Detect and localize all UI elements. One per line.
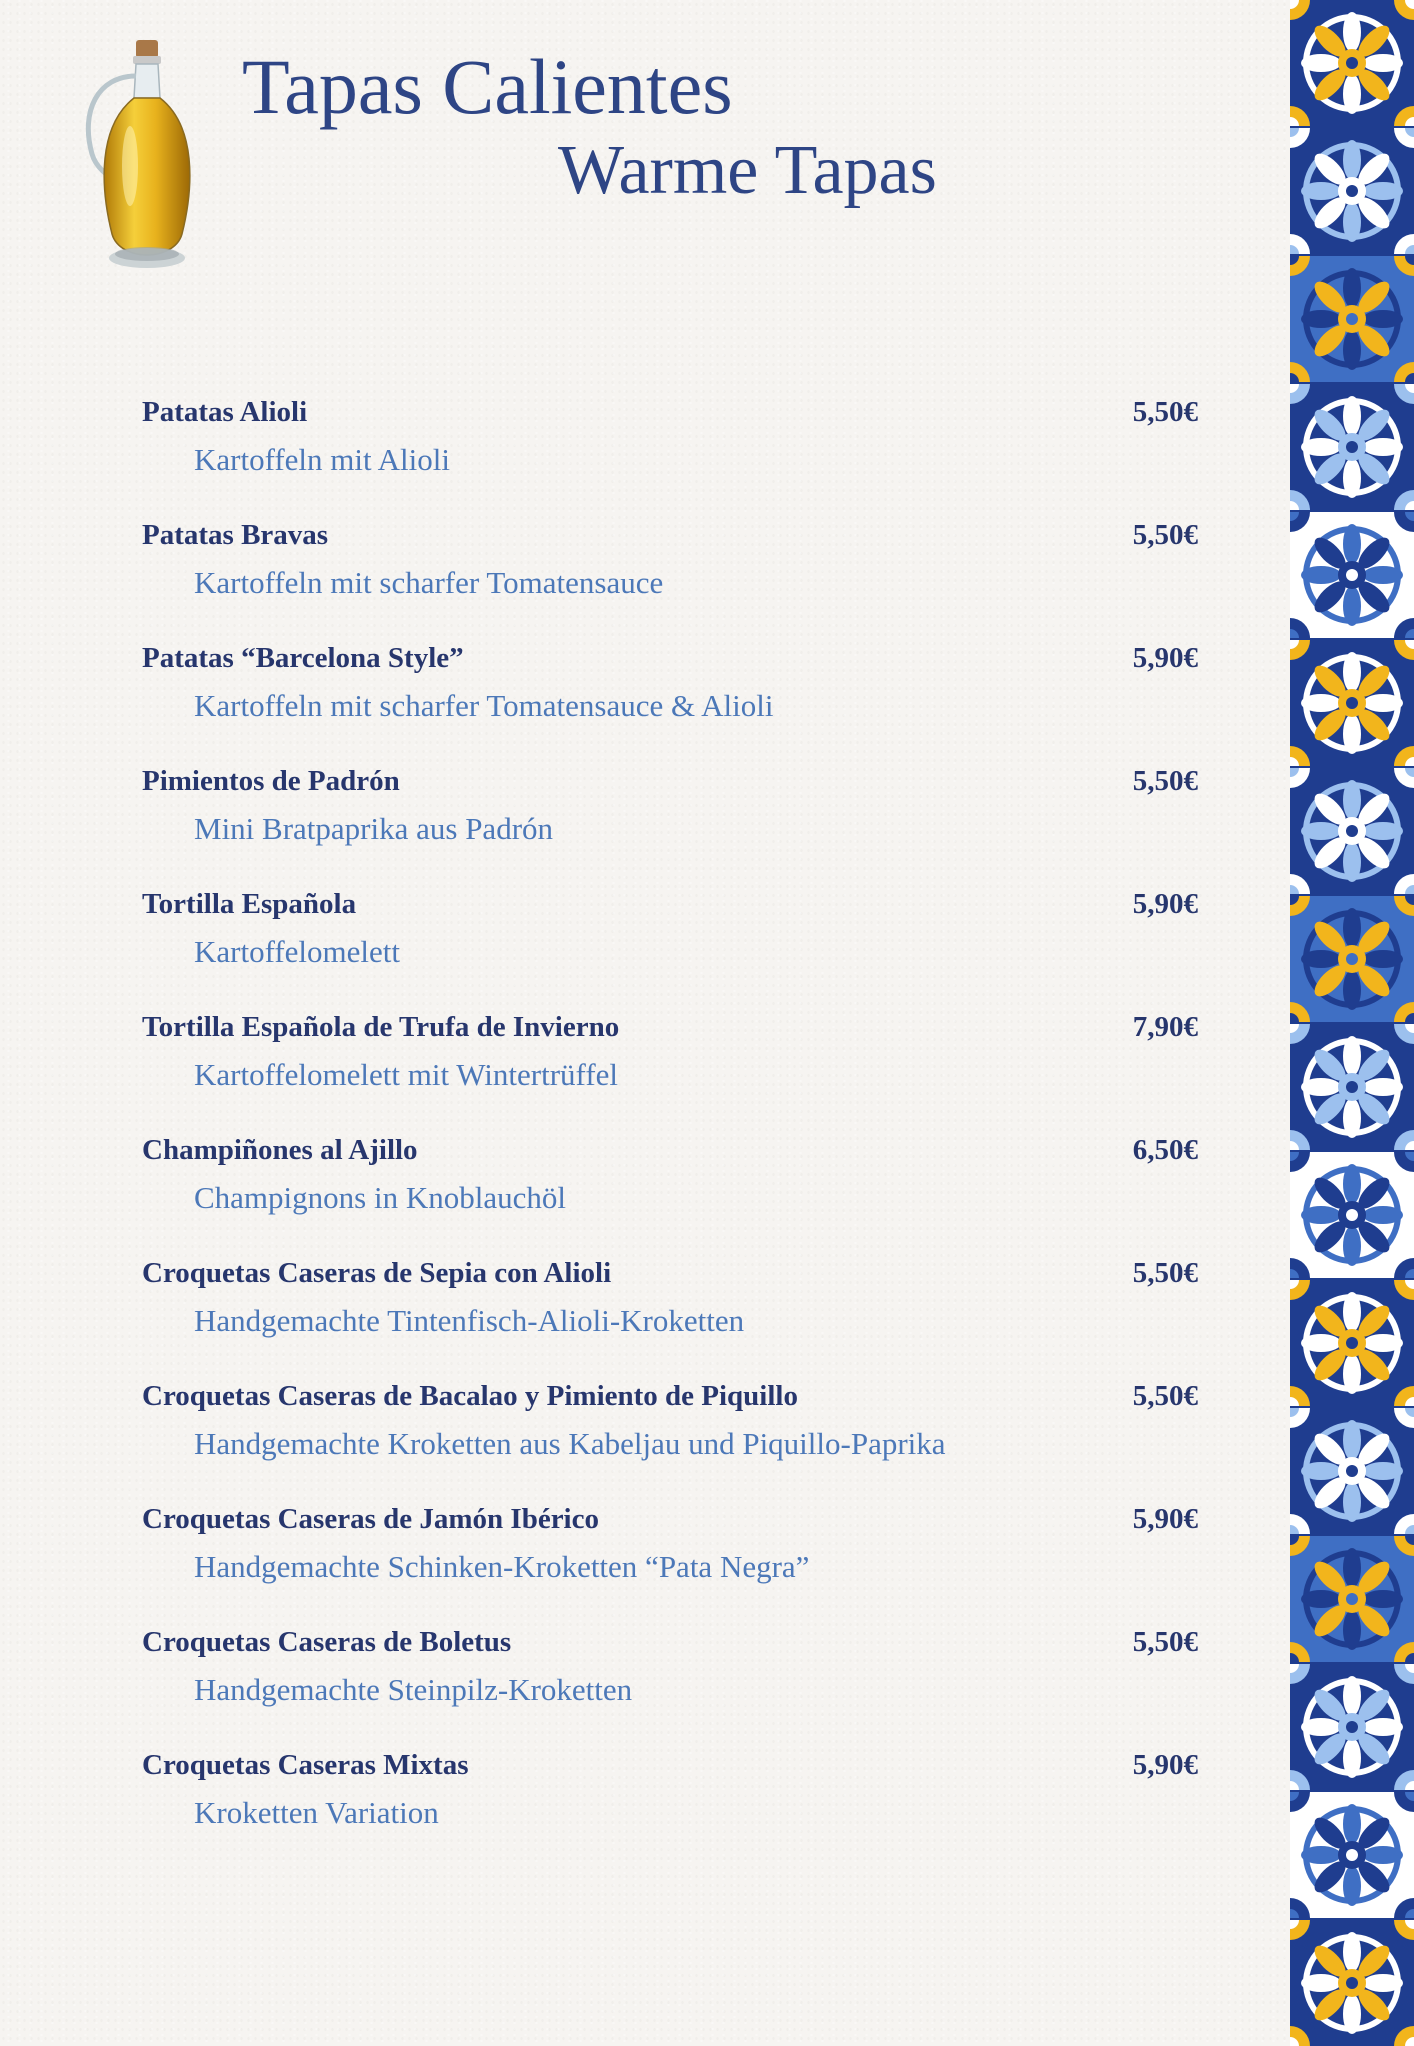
menu-item-description: Kartoffelomelett [194,934,401,969]
azulejo-tile [1290,1280,1414,1406]
menu-item-description: Mini Bratpaprika aus Padrón [194,811,554,846]
menu-item [142,392,1198,515]
azulejo-tile [1290,1792,1414,1918]
menu-item-price: 5,50€ [1132,1257,1198,1289]
menu-item-description: Handgemachte Schinken-Kroketten “Pata Negra” [194,1549,810,1584]
menu-item [142,761,1198,884]
azulejo-tile [1290,1536,1414,1662]
menu-item-description: Kroketten Variation [194,1795,439,1830]
azulejo-tile [1290,256,1414,382]
menu-item [142,1499,1198,1622]
menu-item-price: 5,50€ [1132,1626,1198,1658]
menu-item [142,1622,1198,1745]
menu-item-description: Kartoffeln mit Alioli [194,442,451,477]
menu-item-name: Croquetas Caseras de Sepia con Alioli [142,1257,612,1289]
azulejo-tile [1290,896,1414,1022]
menu-item [142,515,1198,638]
menu-item-price: 5,50€ [1132,396,1198,428]
menu-item-price: 5,90€ [1132,888,1198,920]
menu-item-name: Tortilla Española [142,888,357,920]
menu-item-description: Kartoffeln mit scharfer Tomatensauce & Alioli [194,688,774,723]
azulejo-tile [1290,128,1414,254]
azulejo-tile [1290,1408,1414,1534]
olive-oil-bottle-icon [78,36,208,278]
menu-item-name: Pimientos de Padrón [142,765,400,797]
menu-item-price: 5,90€ [1132,642,1198,674]
menu-item [142,638,1198,761]
menu-item-price: 5,50€ [1132,1380,1198,1412]
menu-item-name: Croquetas Caseras de Bacalao y Pimiento de Piquillo [142,1380,798,1412]
menu-item [142,1253,1198,1376]
azulejo-tile [1290,640,1414,766]
menu-item-price: 6,50€ [1132,1134,1198,1166]
menu-item [142,884,1198,1007]
azulejo-tile-border [1290,0,1414,2000]
azulejo-tile [1290,1920,1414,2046]
azulejo-tile [1290,1024,1414,1150]
menu-item-name: Patatas Bravas [142,519,329,551]
menu-item-description: Kartoffelomelett mit Wintertrüffel [194,1057,619,1092]
menu-item-price: 7,90€ [1132,1011,1198,1043]
menu-item-name: Patatas Alioli [142,396,308,428]
azulejo-tile [1290,1152,1414,1278]
menu-item-description: Handgemachte Tintenfisch-Alioli-Kroketten [194,1303,745,1338]
menu-item [142,1007,1198,1130]
menu-item-name: Croquetas Caseras Mixtas [142,1749,469,1781]
azulejo-tile [1290,0,1414,126]
page-title: Tapas Calientes [242,43,733,130]
menu-item-price: 5,50€ [1132,765,1198,797]
menu-item-name: Croquetas Caseras de Jamón Ibérico [142,1503,599,1535]
azulejo-tile [1290,768,1414,894]
menu-item-description: Champignons in Knoblauchöl [194,1180,566,1215]
menu-item [142,1376,1198,1499]
azulejo-tile [1290,384,1414,510]
page-subtitle: Warme Tapas [558,132,937,209]
menu-item-name: Champiñones al Ajillo [142,1134,418,1166]
menu-list [142,392,1198,1868]
menu-item [142,1745,1198,1868]
azulejo-tile [1290,512,1414,638]
menu-item [142,1130,1198,1253]
menu-item-price: 5,90€ [1132,1749,1198,1781]
menu-item-description: Handgemachte Kroketten aus Kabeljau und Piquillo-Paprika [194,1426,946,1461]
azulejo-tile [1290,1664,1414,1790]
menu-item-name: Tortilla Española de Trufa de Invierno [142,1011,620,1043]
menu-item-description: Kartoffeln mit scharfer Tomatensauce [194,565,664,600]
menu-item-name: Patatas “Barcelona Style” [142,642,464,674]
menu-item-description: Handgemachte Steinpilz-Kroketten [194,1672,633,1707]
menu-item-price: 5,90€ [1132,1503,1198,1535]
menu-item-name: Croquetas Caseras de Boletus [142,1626,512,1658]
menu-item-price: 5,50€ [1132,519,1198,551]
